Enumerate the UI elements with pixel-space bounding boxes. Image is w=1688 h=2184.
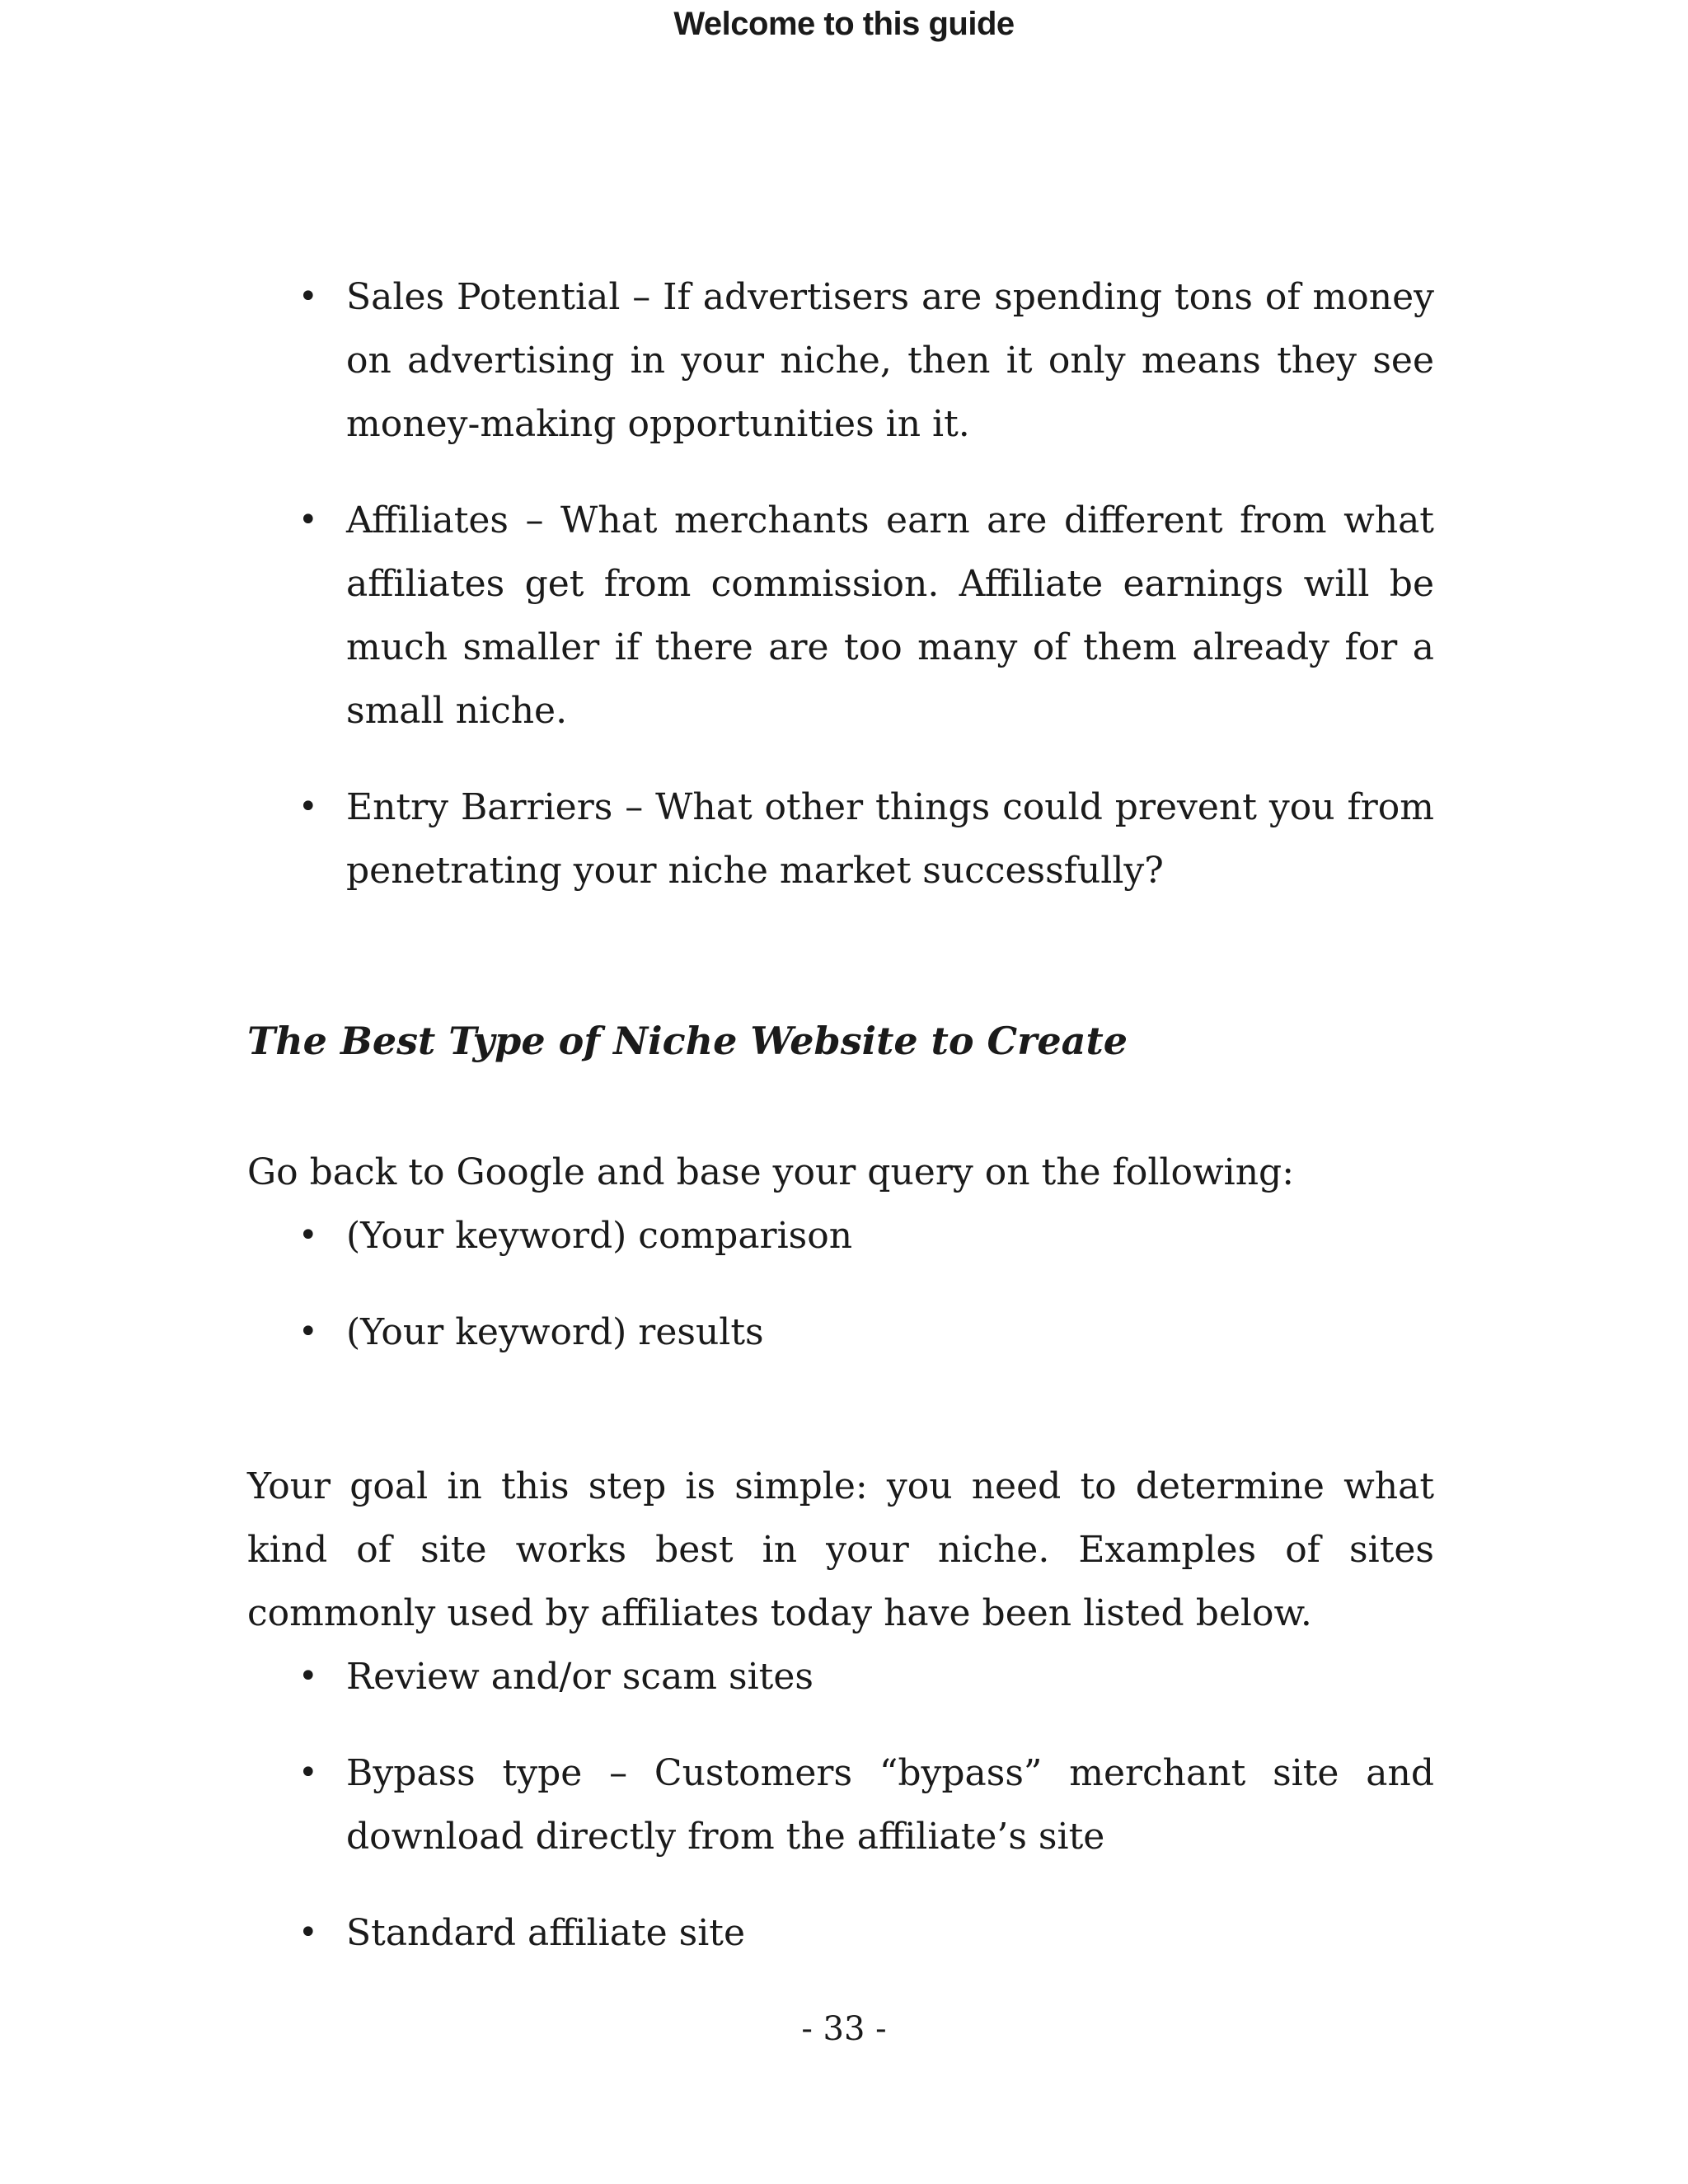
goal-paragraph: Your goal in this step is simple: you need to determine what kind of site works best in your niche. Examples of sites commonly used by affiliates today have been listed below. <box>247 1465 1434 1634</box>
list-item-text: Affiliates – What merchants earn are different from what affiliates get from commission. Affiliate earnings will be much smaller if there are too many of them already for a small niche. <box>346 499 1434 732</box>
list-item <box>247 1741 1434 1868</box>
list-item <box>247 1301 1434 1364</box>
list-item-text: (Your keyword) comparison <box>346 1215 853 1257</box>
list-item-text: (Your keyword) results <box>346 1311 764 1353</box>
bullet-icon: • <box>298 1313 318 1351</box>
list-item-text: Sales Potential – If advertisers are spending tons of money on advertising in your niche, then it only means they see money-making opportunities in it. <box>346 276 1434 445</box>
list-item <box>247 265 1434 456</box>
section-heading: The Best Type of Niche Website to Create <box>247 1019 1128 1063</box>
list-item-text: Review and/or scam sites <box>346 1656 814 1698</box>
page-number: - 33 - <box>801 2010 887 2048</box>
list-item <box>247 776 1434 902</box>
list-item <box>247 1204 1434 1268</box>
bullet-list-site-types <box>247 1645 1434 1965</box>
list-item <box>247 1645 1434 1708</box>
bullet-icon: • <box>298 1914 318 1952</box>
bullet-list-queries <box>247 1204 1434 1364</box>
page-header: Welcome to this guide <box>673 6 1015 42</box>
intro-paragraph: Go back to Google and base your query on the following: <box>247 1151 1295 1193</box>
bullet-list-market-factors <box>247 265 1434 902</box>
bullet-icon: • <box>298 1216 318 1254</box>
bullet-icon: • <box>298 501 318 539</box>
list-item <box>247 489 1434 743</box>
bullet-icon: • <box>298 1754 318 1792</box>
list-item-text: Standard affiliate site <box>346 1912 745 1954</box>
bullet-icon: • <box>298 1657 318 1695</box>
list-item-text: Bypass type – Customers “bypass” merchant site and download directly from the affiliate’s site <box>346 1752 1434 1858</box>
bullet-icon: • <box>298 788 318 826</box>
bullet-icon: • <box>298 278 318 316</box>
list-item <box>247 1901 1434 1965</box>
list-item-text: Entry Barriers – What other things could prevent you from penetrating your niche market successfully? <box>346 786 1434 892</box>
page-content <box>247 265 1434 1965</box>
